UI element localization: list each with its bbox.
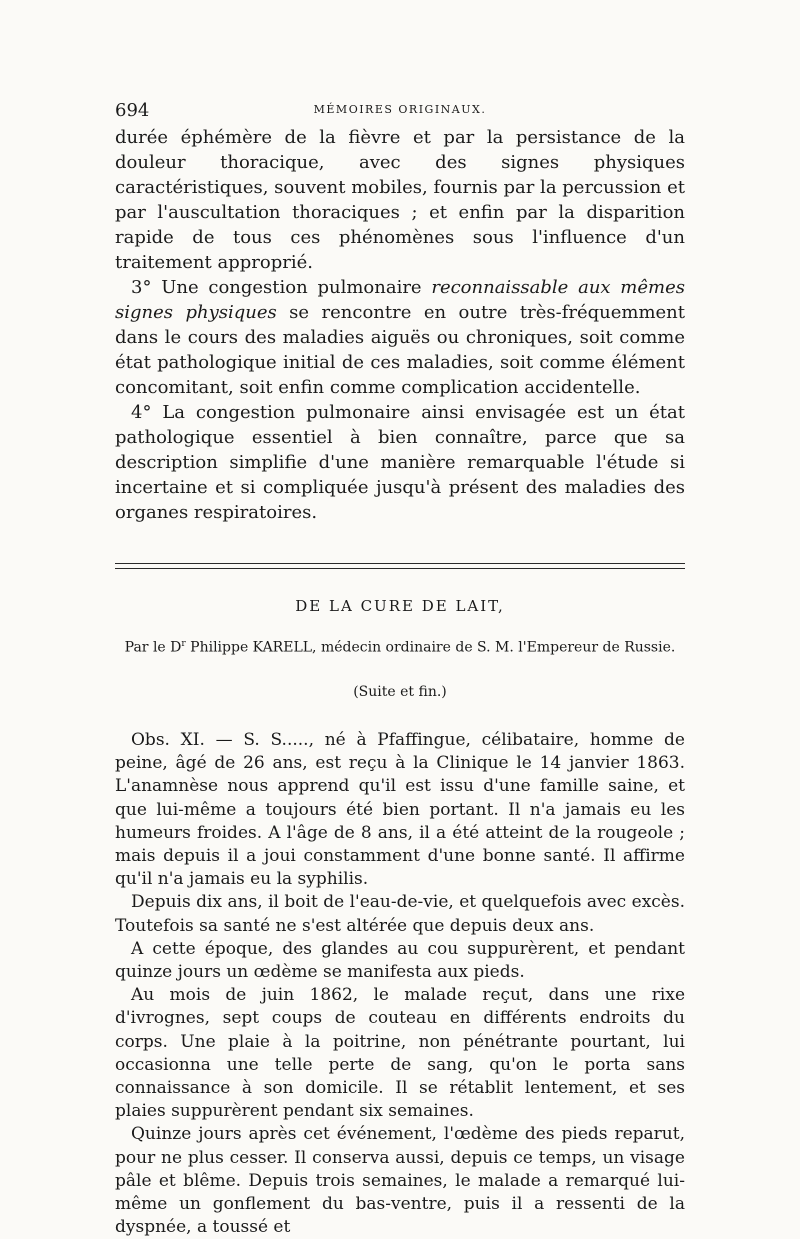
paragraph-point-3: 3° Une congestion pulmonaire reconnaissable aux mêmes signes physiques se rencontre en outre très-fréquemment dans le cours des maladies aiguës ou chroniques, soit comme état pathologique initial de ces maladies, soit comme élément concomitant, soit enfin comme complication accidentelle. — [115, 277, 685, 398]
section-divider — [115, 563, 685, 569]
running-title: MÉMOIRES ORIGINAUX. — [313, 103, 487, 116]
page-number: 694 — [115, 100, 150, 121]
article-byline: Par le $D^r$ Philippe KARELL, médecin ordinaire de S. M. l'Empereur de Russie. — [124, 639, 676, 656]
case-paragraph: Depuis dix ans, il boit de l'eau-de-vie, et quelquefois avec excès. Toutefois sa santé ne s'est altérée que depuis deux ans. — [115, 892, 685, 936]
paragraph-continuation: durée éphémère de la fièvre et par la persistance de la douleur thoracique, avec des signes physiques caractéristiques, souvent mobiles, fournis par la percussion et par l'auscultation thoraciques ; et enfin par la disparition rapide de tous ces phénomènes sous l'influence d'un traitement approprié. — [115, 127, 685, 273]
case-paragraph: Obs. XI. — S. S....., né à Pfaffingue, célibataire, homme de peine, âgé de 26 ans, est reçu à la Clinique le 14 janvier 1863. L'anamnèse nous apprend qu'il est issu d'une famille saine, et que lui-même a toujours été bien portant. Il n'a jamais eu les humeurs froides. A l'âge de 8 ans, il a été atteint de la rougeole ; mais depuis il a joui constamment d'une bonne santé. Il affirme qu'il n'a jamais eu la syphilis. — [115, 730, 685, 890]
case-paragraph: Quinze jours après cet événement, l'œdème des pieds reparut, pour ne plus cesser. Il conserva aussi, depuis ce temps, un visage pâle et blême. Depuis trois semaines, le malade a remarqué lui-même un gonflement du bas-ventre, puis il a ressenti de la dyspnée, a toussé et — [115, 1124, 685, 1238]
article-title: DE LA CURE DE LAIT, — [295, 597, 505, 615]
emphasis-text: reconnaissable aux mêmes signes physiques — [115, 277, 685, 323]
case-paragraph: Au mois de juin 1862, le malade reçut, dans une rixe d'ivrognes, sept coups de couteau en différents endroits du corps. Une plaie à la poitrine, non pénétrante pourtant, lui occasionna une telle perte de sang, qu'on le porta sans connaissance à son domicile. Il se rétablit lentement, et ses plaies suppurèrent pendant six semaines. — [115, 985, 685, 1122]
case-paragraph: A cette époque, des glandes au cou suppurèrent, et pendant quinze jours un œdème se manifesta aux pieds. — [115, 938, 685, 983]
case-text-block — [115, 729, 685, 1239]
top-text-block — [115, 125, 685, 525]
paragraph-point-4: 4° La congestion pulmonaire ainsi envisagée est un état pathologique essentiel à bien connaître, parce que sa description simplifie d'une manière remarquable l'étude si incertaine et si compliquée jusqu'à présent des maladies des organes respiratoires. — [115, 402, 685, 523]
running-head — [115, 100, 685, 120]
article-subtitle: (Suite et fin.) — [353, 684, 447, 700]
